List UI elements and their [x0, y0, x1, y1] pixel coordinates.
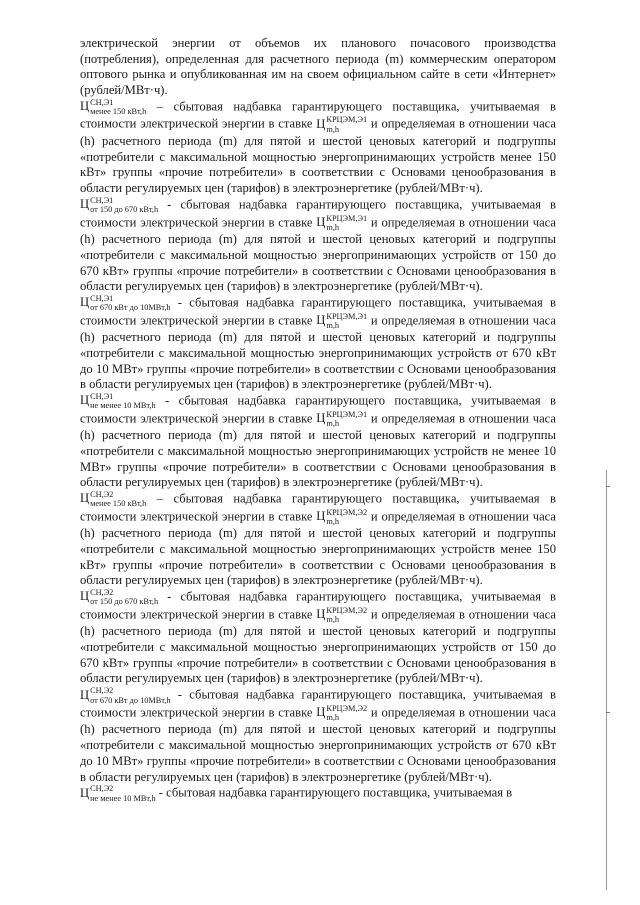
rate-symbol-letter: Ц: [316, 607, 326, 622]
rate-subscript: m,h: [326, 517, 340, 526]
markup-indices: [90, 99, 146, 117]
rate-symbol-letter: Ц: [316, 509, 326, 523]
markup-symbol: [80, 686, 171, 705]
markup-indices: [90, 295, 170, 313]
rate-superscript: КРЦЭМ,Э1: [326, 213, 368, 223]
definitions-list: [80, 99, 556, 803]
rate-symbol-letter: Ц: [316, 312, 326, 327]
rate-symbol-letter: Ц: [316, 214, 326, 229]
rate-symbol-letter: Ц: [316, 410, 326, 425]
scan-edge-mark: [606, 712, 610, 713]
definition-paragraph: [80, 687, 556, 785]
markup-symbol: [80, 784, 156, 803]
rate-subscript: m,h: [326, 124, 340, 134]
markup-symbol-letter: Ц: [80, 393, 90, 408]
definition-text-continued: и определяемая в отношении часа (h) расчетного периода (m) для пятой и шестой ценовых категорий и подгруппы «потребители с максимальной мощностью энергопринимающих устройств от 670 кВт до 10 МВт» группы «прочие потребители» в соответствии с Основами ценообразования в области регулируемых цен (тарифов) в электроэнергетике (рублей/МВт·ч).: [80, 312, 556, 392]
markup-subscript: от 670 кВт до 10МВт,h: [90, 695, 171, 705]
markup-symbol-letter: Ц: [80, 491, 90, 506]
rate-symbol: [316, 311, 368, 330]
rate-subscript: m,h: [326, 615, 340, 625]
rate-symbol: [316, 213, 368, 232]
definition-text-continued: и определяемая в отношении часа (h) расчетного периода (m) для пятой и шестой ценовых категорий и подгруппы «потребители с максимальной мощностью энергопринимающих устройств от 150 до 670 кВт» группы «прочие потребители» в соответствии с Основами ценообразования в области регулируемых цен (тарифов) в электроэнергетике (рублей/МВт·ч).: [80, 607, 556, 686]
rate-symbol: [316, 605, 368, 625]
rate-superscript: КРЦЭМ,Э1: [326, 409, 368, 419]
markup-symbol-letter: Ц: [80, 197, 90, 212]
rate-indices: [326, 705, 367, 723]
intro-paragraph: электрической энергии от объемов их планового почасового производства (потребления), определенная для расчетного периода (m) коммерческим оператором оптового рынка и опубликованная им на своем официальном сайте в сети «Интернет» (рублей/МВт·ч).: [80, 36, 556, 98]
rate-subscript: m,h: [326, 418, 340, 428]
scan-edge-line: [606, 470, 607, 890]
markup-indices: [90, 491, 146, 509]
rate-indices: [326, 215, 367, 233]
rate-superscript: КРЦЭМ,Э2: [326, 605, 368, 615]
markup-symbol: [80, 490, 147, 509]
markup-subscript: менее 150 кВт,h: [90, 499, 147, 509]
rate-superscript: КРЦЭМ,Э1: [326, 311, 368, 321]
rate-symbol-letter: Ц: [316, 116, 326, 131]
markup-symbol: [80, 392, 156, 411]
markup-superscript: СН,Э1: [90, 97, 114, 107]
markup-indices: [90, 393, 156, 411]
markup-subscript: от 150 до 670 кВт,h: [90, 205, 159, 215]
markup-superscript: СН,Э2: [90, 490, 114, 500]
document-page: [80, 36, 556, 803]
definition-paragraph: [80, 197, 556, 295]
rate-indices: [326, 313, 367, 331]
rate-symbol: [316, 115, 368, 134]
rate-indices: [326, 116, 367, 134]
definition-text: - сбытовая надбавка гарантирующего поставщика, учитываемая в стоимости электрической энергии в ставке: [80, 687, 556, 720]
definition-paragraph: [80, 393, 556, 491]
definition-text-continued: и определяемая в отношении часа (h) расчетного периода (m) для пятой и шестой ценовых категорий и подгруппы «потребители с максимальной мощностью энергопринимающих устройств менее 150 кВт» группы «прочие потребители» в соответствии с Основами ценообразования в области регулируемых цен (тарифов) в электроэнергетике (рублей/МВт·ч).: [80, 509, 556, 588]
definition-text-continued: и определяемая в отношении часа (h) расчетного периода (m) для пятой и шестой ценовых категорий и подгруппы «потребители с максимальной мощностью энергопринимающих устройств не менее 10 МВт» группы «прочие потребители» в соответствии с Основами ценообразования в области регулируемых цен (тарифов) в электроэнергетике (рублей/МВт·ч).: [80, 410, 556, 490]
markup-symbol: [80, 293, 171, 313]
definition-text: - сбытовая надбавка гарантирующего поставщика, учитываемая в стоимости электрической энергии в ставке: [80, 589, 556, 622]
rate-subscript: m,h: [326, 713, 340, 723]
markup-superscript: СН,Э2: [90, 588, 114, 598]
definition-text: – сбытовая надбавка гарантирующего поставщика, учитываемая в стоимости электрической энергии в ставке: [80, 491, 556, 523]
markup-superscript: СН,Э1: [90, 293, 114, 303]
rate-indices: [326, 607, 367, 625]
rate-subscript: m,h: [326, 222, 340, 232]
markup-superscript: СН,Э2: [90, 784, 114, 794]
markup-indices: [90, 197, 158, 215]
definition-text-continued: и определяемая в отношении часа (h) расчетного периода (m) для пятой и шестой ценовых категорий и подгруппы «потребители с максимальной мощностью энергопринимающих устройств менее 150 кВт» группы «прочие потребители» в соответствии с Основами ценообразования в области регулируемых цен (тарифов) в электроэнергетике (рублей/МВт·ч).: [80, 116, 556, 196]
rate-indices: [326, 509, 367, 527]
definition-text-continued: и определяемая в отношении часа (h) расчетного периода (m) для пятой и шестой ценовых категорий и подгруппы «потребители с максимальной мощностью энергопринимающих устройств от 150 до 670 кВт» группы «прочие потребители» в соответствии с Основами ценообразования в области регулируемых цен (тарифов) в электроэнергетике (рублей/МВт·ч).: [80, 214, 556, 294]
rate-superscript: КРЦЭМ,Э2: [326, 507, 368, 517]
definition-paragraph: [80, 295, 556, 393]
markup-subscript: не менее 10 МВт,h: [90, 401, 156, 411]
markup-symbol-letter: Ц: [80, 687, 90, 702]
markup-subscript: менее 150 кВт,h: [90, 107, 147, 117]
definition-text: – сбытовая надбавка гарантирующего поставщика, учитываемая в стоимости электрической энергии в ставке: [80, 99, 556, 131]
rate-superscript: КРЦЭМ,Э2: [326, 703, 368, 713]
rate-subscript: m,h: [326, 320, 340, 330]
rate-symbol: [316, 507, 368, 526]
markup-indices: [90, 687, 170, 705]
definition-paragraph: [80, 491, 556, 589]
markup-subscript: от 150 до 670 кВт,h: [90, 597, 159, 607]
markup-symbol-letter: Ц: [80, 589, 90, 604]
definition-paragraph: [80, 785, 556, 803]
definition-paragraph: [80, 589, 556, 687]
definition-paragraph: [80, 99, 556, 197]
markup-superscript: СН,Э1: [90, 195, 114, 205]
scan-edge-mark: [606, 486, 610, 487]
definition-text: - сбытовая надбавка гарантирующего поставщика, учитываемая в стоимости электрической энергии в ставке: [80, 197, 556, 229]
definition-text: - сбытовая надбавка гарантирующего поставщика, учитываемая в стоимости электрической энергии в ставке: [80, 295, 556, 327]
markup-indices: [90, 589, 158, 607]
markup-symbol: [80, 97, 147, 117]
rate-symbol: [316, 703, 368, 723]
markup-subscript: не менее 10 МВт,h: [90, 793, 156, 803]
definition-text: - сбытовая надбавка гарантирующего поставщика, учитываемая в стоимости электрической энергии в ставке: [80, 393, 556, 425]
markup-symbol-letter: Ц: [80, 295, 90, 310]
markup-symbol: [80, 588, 159, 607]
markup-indices: [90, 785, 156, 803]
rate-superscript: КРЦЭМ,Э1: [326, 115, 368, 125]
definition-text-continued: и определяемая в отношении часа (h) расчетного периода (m) для пятой и шестой ценовых категорий и подгруппы «потребители с максимальной мощностью энергопринимающих устройств от 670 кВт до 10 МВт» группы «прочие потребители» в соответствии с Основами ценообразования в области регулируемых цен (тарифов) в электроэнергетике (рублей/МВт·ч).: [80, 705, 556, 784]
markup-superscript: СН,Э1: [90, 392, 114, 401]
markup-superscript: СН,Э2: [90, 686, 114, 696]
rate-indices: [326, 411, 367, 429]
markup-subscript: от 670 кВт до 10МВт,h: [90, 303, 171, 313]
definition-text: - сбытовая надбавка гарантирующего поставщика, учитываемая в: [155, 785, 513, 800]
markup-symbol-letter: Ц: [80, 785, 90, 800]
markup-symbol: [80, 195, 159, 215]
rate-symbol-letter: Ц: [316, 705, 326, 720]
rate-symbol: [316, 409, 368, 428]
markup-symbol-letter: Ц: [80, 99, 90, 114]
